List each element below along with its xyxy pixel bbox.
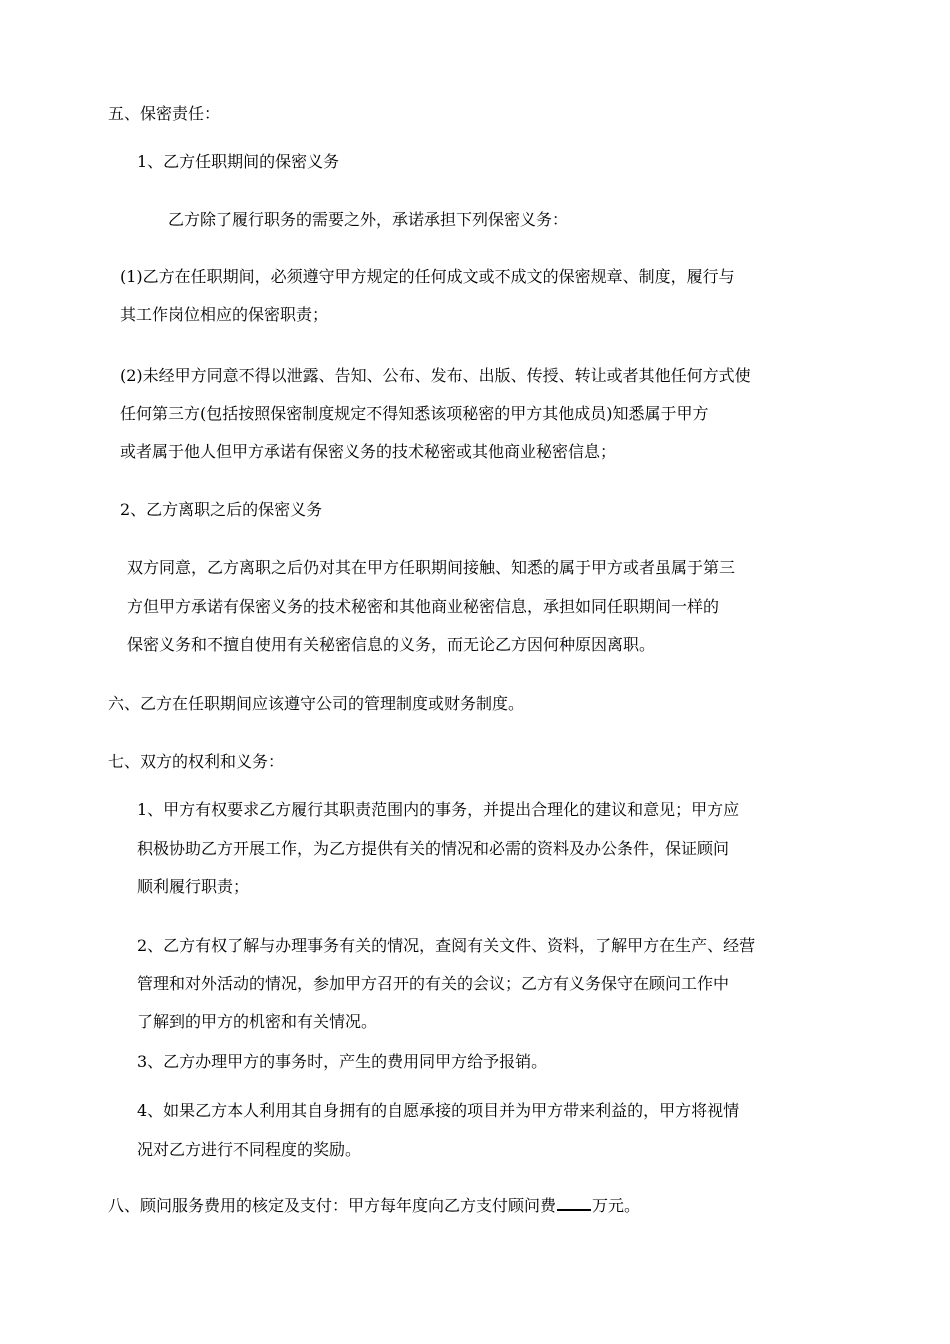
fee-amount-blank (557, 1193, 591, 1211)
section-5-2-title: 2、乙方离职之后的保密义务 (120, 500, 323, 519)
section-7-item-1-line-2: 积极协助乙方开展工作，为乙方提供有关的情况和必需的资料及办公条件，保证顾问 (137, 839, 730, 858)
section-7-item-3: 3、乙方办理甲方的事务时，产生的费用同甲方给予报销。 (137, 1052, 548, 1071)
section-7-item-2-line-2: 管理和对外活动的情况，参加甲方召开的有关的会议；乙方有义务保守在顾问工作中 (137, 974, 730, 993)
section-7-item-2-line-1: 2、乙方有权了解与办理事务有关的情况，查阅有关文件、资料，了解甲方在生产、经营 (137, 936, 756, 955)
section-8-text-after-blank: 万元。 (592, 1196, 641, 1215)
section-7-item-2-line-3: 了解到的甲方的机密和有关情况。 (137, 1012, 378, 1031)
section-5-1-item-1-line-1: (1)乙方在任职期间，必须遵守甲方规定的任何成文或不成文的保密规章、制度，履行与 (120, 267, 735, 286)
section-5-1-title: 1、乙方任职期间的保密义务 (137, 152, 340, 171)
section-8-text-before-blank: 八、顾问服务费用的核定及支付：甲方每年度向乙方支付顾问费 (108, 1196, 557, 1215)
section-5-1-item-2-line-1: (2)未经甲方同意不得以泄露、告知、公布、发布、出版、传授、转让或者其他任何方式使 (120, 366, 751, 385)
section-6: 六、乙方在任职期间应该遵守公司的管理制度或财务制度。 (108, 694, 525, 713)
section-7-item-4-line-1: 4、如果乙方本人利用其自身拥有的自愿承接的项目并为甲方带来利益的，甲方将视情 (137, 1101, 740, 1120)
section-7-item-1-line-3: 顺利履行职责； (137, 877, 250, 896)
section-8 (108, 1193, 640, 1216)
section-5-1-item-2-line-3: 或者属于他人但甲方承诺有保密义务的技术秘密或其他商业秘密信息； (120, 442, 617, 461)
section-7-title: 七、双方的权利和义务： (108, 752, 285, 771)
section-5-2-line-2: 方但甲方承诺有保密义务的技术秘密和其他商业秘密信息，承担如同任职期间一样的 (127, 597, 720, 616)
section-5-2-line-1: 双方同意，乙方离职之后仍对其在甲方任职期间接触、知悉的属于甲方或者虽属于第三 (127, 558, 736, 577)
section-5-1-intro: 乙方除了履行职务的需要之外，承诺承担下列保密义务： (168, 210, 569, 229)
section-5-1-item-2-line-2: 任何第三方(包括按照保密制度规定不得知悉该项秘密的甲方其他成员)知悉属于甲方 (120, 404, 709, 423)
section-5-title: 五、保密责任： (108, 104, 221, 123)
section-5-2-line-3: 保密义务和不擅自使用有关秘密信息的义务，而无论乙方因何种原因离职。 (127, 635, 656, 654)
section-7-item-4-line-2: 况对乙方进行不同程度的奖励。 (137, 1140, 362, 1159)
section-5-1-item-1-line-2: 其工作岗位相应的保密职责； (120, 305, 329, 324)
section-7-item-1-line-1: 1、甲方有权要求乙方履行其职责范围内的事务，并提出合理化的建议和意见；甲方应 (137, 800, 740, 819)
